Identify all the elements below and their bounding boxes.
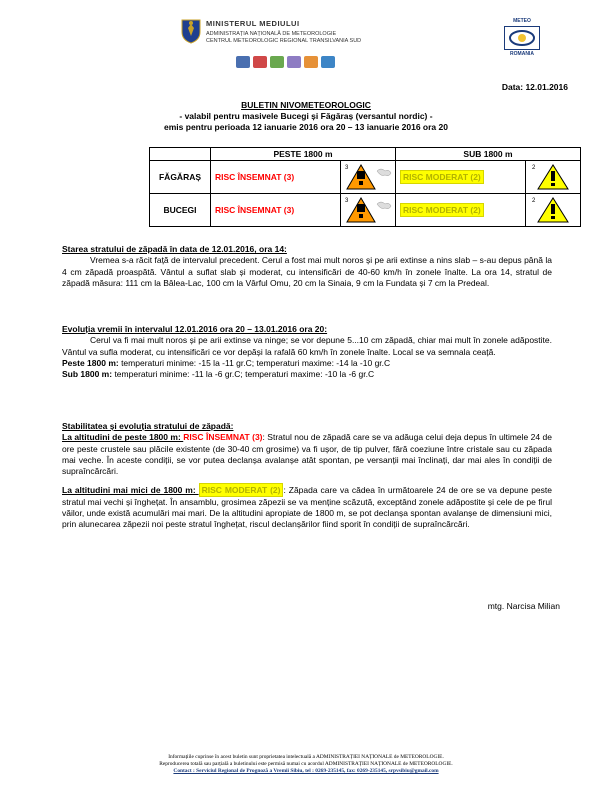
- bulletin-period: emis pentru perioada 12 ianuarie 2016 ora 20 – 13 ianuarie 2016 ora 20: [164, 122, 448, 132]
- risk-level-above: [211, 161, 341, 194]
- danger-level-number: 3: [345, 198, 349, 204]
- weather-above-1800: [62, 358, 552, 369]
- partner-logos: [236, 56, 335, 68]
- meteo-romania-logo: [492, 18, 552, 57]
- snow-state-body: Vremea s-a răcit față de intervalul precedent. Cerul a fost mai mult noros și pe arii extinse a nins slab – s-au depus până la 4 cm zăpadă proaspătă. Vântul a suflat slab și moderat, cu intensificări de 40-60 km/h în zonele înalte. La ora 14, stratul de zăpadă măsura: 111 cm la Bâlea-Lac, 100 cm la Vârful Omu, 20 cm la Sinaia, 9 cm la Fundata și 7 cm la Predeal.: [62, 255, 552, 288]
- risk-row-bucegi: [150, 194, 581, 227]
- stability-section: [62, 421, 552, 531]
- weather-above-label: Peste 1800 m:: [62, 357, 119, 368]
- coat-of-arms-icon: [180, 18, 202, 44]
- risk-moderate-label: RISC MODERAT (2): [400, 203, 484, 217]
- stability-above-paragraph: [62, 432, 552, 477]
- stability-below-text: : Zăpada care va cădea în următoarele 24 de ore se va depune peste stratul mai vechi și înghețat. În ansamblu, grosimea zăpezii se va menține scăzută, exceptând zonele adăpostite și cele de pe firul văilor, unde există acumulări mai mari. De la altitudini apropiate de 1800 m, se pot declanșa spontan avalanșe de dimensiuni mici, prin alunecarea zăpezii noi peste stratul înghețat, riscul declanșărilor fiind sporit în condiții de supraîncărcări.: [62, 485, 552, 530]
- snow-state-heading: Starea stratului de zăpadă în data de 12.01.2016, ora 14:: [62, 244, 287, 254]
- agency-name: ADMINISTRAȚIA NAȚIONALĂ DE METEOROLOGIE: [206, 31, 337, 37]
- avalanche-danger-3-icon: [343, 161, 393, 191]
- partner-logo: [270, 56, 284, 68]
- weather-heading: Evoluția vremii în intervalul 12.01.2016 ora 20 – 13.01.2016 ora 20:: [62, 324, 328, 334]
- partner-logo: [287, 56, 301, 68]
- risk-icon-cell: [526, 194, 581, 227]
- risk-level-below: [396, 161, 526, 194]
- risk-moderate-label: RISC MODERAT (2): [400, 170, 484, 184]
- partner-logo: [253, 56, 267, 68]
- massif-name: BUCEGI: [150, 194, 211, 227]
- stability-above-text: : Stratul nou de zăpadă care se va adăuga celui deja depus în ultimele 24 de ore peste crustele sau plăcile existente (de 30-40 cm grosime) va fi ușor, de tip pulver, fără coeziune între cristale sau cu zăpada mai veche. În aceste condiții, se vor putea declanșa avalanșe atât spontan, pe versanții mai înclinați, dar mai ales în condiții de supraîncărcări.: [62, 432, 552, 477]
- country-label: ROMANIA: [510, 51, 534, 57]
- avalanche-danger-3-icon: [343, 194, 393, 224]
- forecaster-signature: mtg. Narcisa Milian: [487, 601, 560, 611]
- risk-row-fagaras: [150, 161, 581, 194]
- weather-above-temps: temperaturi minime: -15 la -11 gr.C; temperaturi maxime: -14 la -10 gr.C: [118, 357, 391, 368]
- meteo-label: METEO: [513, 18, 531, 24]
- avalanche-danger-2-icon: [528, 161, 578, 191]
- avalanche-risk-table: [149, 147, 581, 227]
- ministry-name: MINISTERUL MEDIULUI: [206, 19, 300, 28]
- stability-below-risk: RISC MODERAT (2): [199, 483, 284, 497]
- partner-logo: [321, 56, 335, 68]
- massif-name: FĂGĂRAȘ: [150, 161, 211, 194]
- footer: [0, 754, 612, 775]
- avalanche-danger-2-icon: [528, 194, 578, 224]
- meteo-emblem-icon: [505, 27, 539, 49]
- risk-table-header: [150, 148, 581, 161]
- footer-reproduction: Reproducerea totală sau parțială a buletinului este permisă numai cu acordul ADMINISTRAȚIEI NAȚIONALE de METEOROLOGIE.: [159, 761, 453, 767]
- bulletin-validity: - valabil pentru masivele Bucegi și Făgăraș (versantul nordic) -: [179, 111, 433, 121]
- risk-icon-cell: [341, 194, 396, 227]
- stability-below-label: La altitudini mai mici de 1800 m:: [62, 485, 199, 496]
- partner-logo: [304, 56, 318, 68]
- bulletin-title-main: BULETIN NIVOMETEOROLOGIC: [241, 100, 371, 110]
- letterhead-text: [206, 20, 361, 45]
- header-empty-cell: [150, 148, 211, 161]
- weather-below-label: Sub 1800 m:: [62, 369, 113, 380]
- risk-icon-cell: [526, 161, 581, 194]
- danger-level-number: 2: [532, 198, 536, 204]
- footer-copyright: Informațiile cuprinse în acest buletin sunt proprietatea intelectuală a ADMINISTRAȚIEI NAȚIONALE de METEOROLOGIE.: [168, 754, 444, 760]
- weather-section: [62, 324, 552, 380]
- meteo-emblem: [504, 26, 540, 50]
- stability-below-paragraph: [62, 485, 552, 530]
- header-below-1800: SUB 1800 m: [396, 148, 581, 161]
- weather-below-1800: [62, 369, 552, 380]
- stability-above-label: La altitudini de peste 1800 m:: [62, 432, 184, 443]
- stability-above-risk: RISC ÎNSEMNAT (3): [183, 432, 263, 443]
- center-name: CENTRUL METEOROLOGIC REGIONAL TRANSILVANIA SUD: [206, 38, 362, 44]
- risk-level-above: [211, 194, 341, 227]
- risk-level-below: [396, 194, 526, 227]
- partner-logo: [236, 56, 250, 68]
- danger-level-number: 2: [532, 165, 536, 171]
- snow-state-section: [62, 244, 552, 289]
- bulletin-date: Data: 12.01.2016: [501, 82, 568, 92]
- bulletin-title: [0, 100, 612, 133]
- weather-body: Cerul va fi mai mult noros și pe arii extinse va ninge; se vor depune 5...10 cm zăpadă, chiar mai mult în zonele adăpostite. Vântul va sufla moderat, cu intensificări ce vor depăși la rafală 60 km/h în zonele înalte. Local se va semnala ceață.: [62, 335, 552, 357]
- weather-below-temps: temperaturi minime: -11 la -6 gr.C; temperaturi maxime: -10 la -6 gr.C: [112, 369, 375, 380]
- letterhead: [180, 14, 580, 78]
- risk-icon-cell: [341, 161, 396, 194]
- danger-level-number: 3: [345, 165, 349, 171]
- risk-considerable-label: RISC ÎNSEMNAT (3): [215, 205, 295, 215]
- footer-contact[interactable]: Contact : Serviciul Regional de Prognoză a Vremii Sibiu, tel : 0269-235145, fax: 0269-235145, srpvsibiu@gmail.com: [173, 768, 439, 774]
- header-above-1800: PESTE 1800 m: [211, 148, 396, 161]
- risk-considerable-label: RISC ÎNSEMNAT (3): [215, 172, 295, 182]
- stability-heading: Stabilitatea și evoluția stratului de zăpadă:: [62, 421, 234, 431]
